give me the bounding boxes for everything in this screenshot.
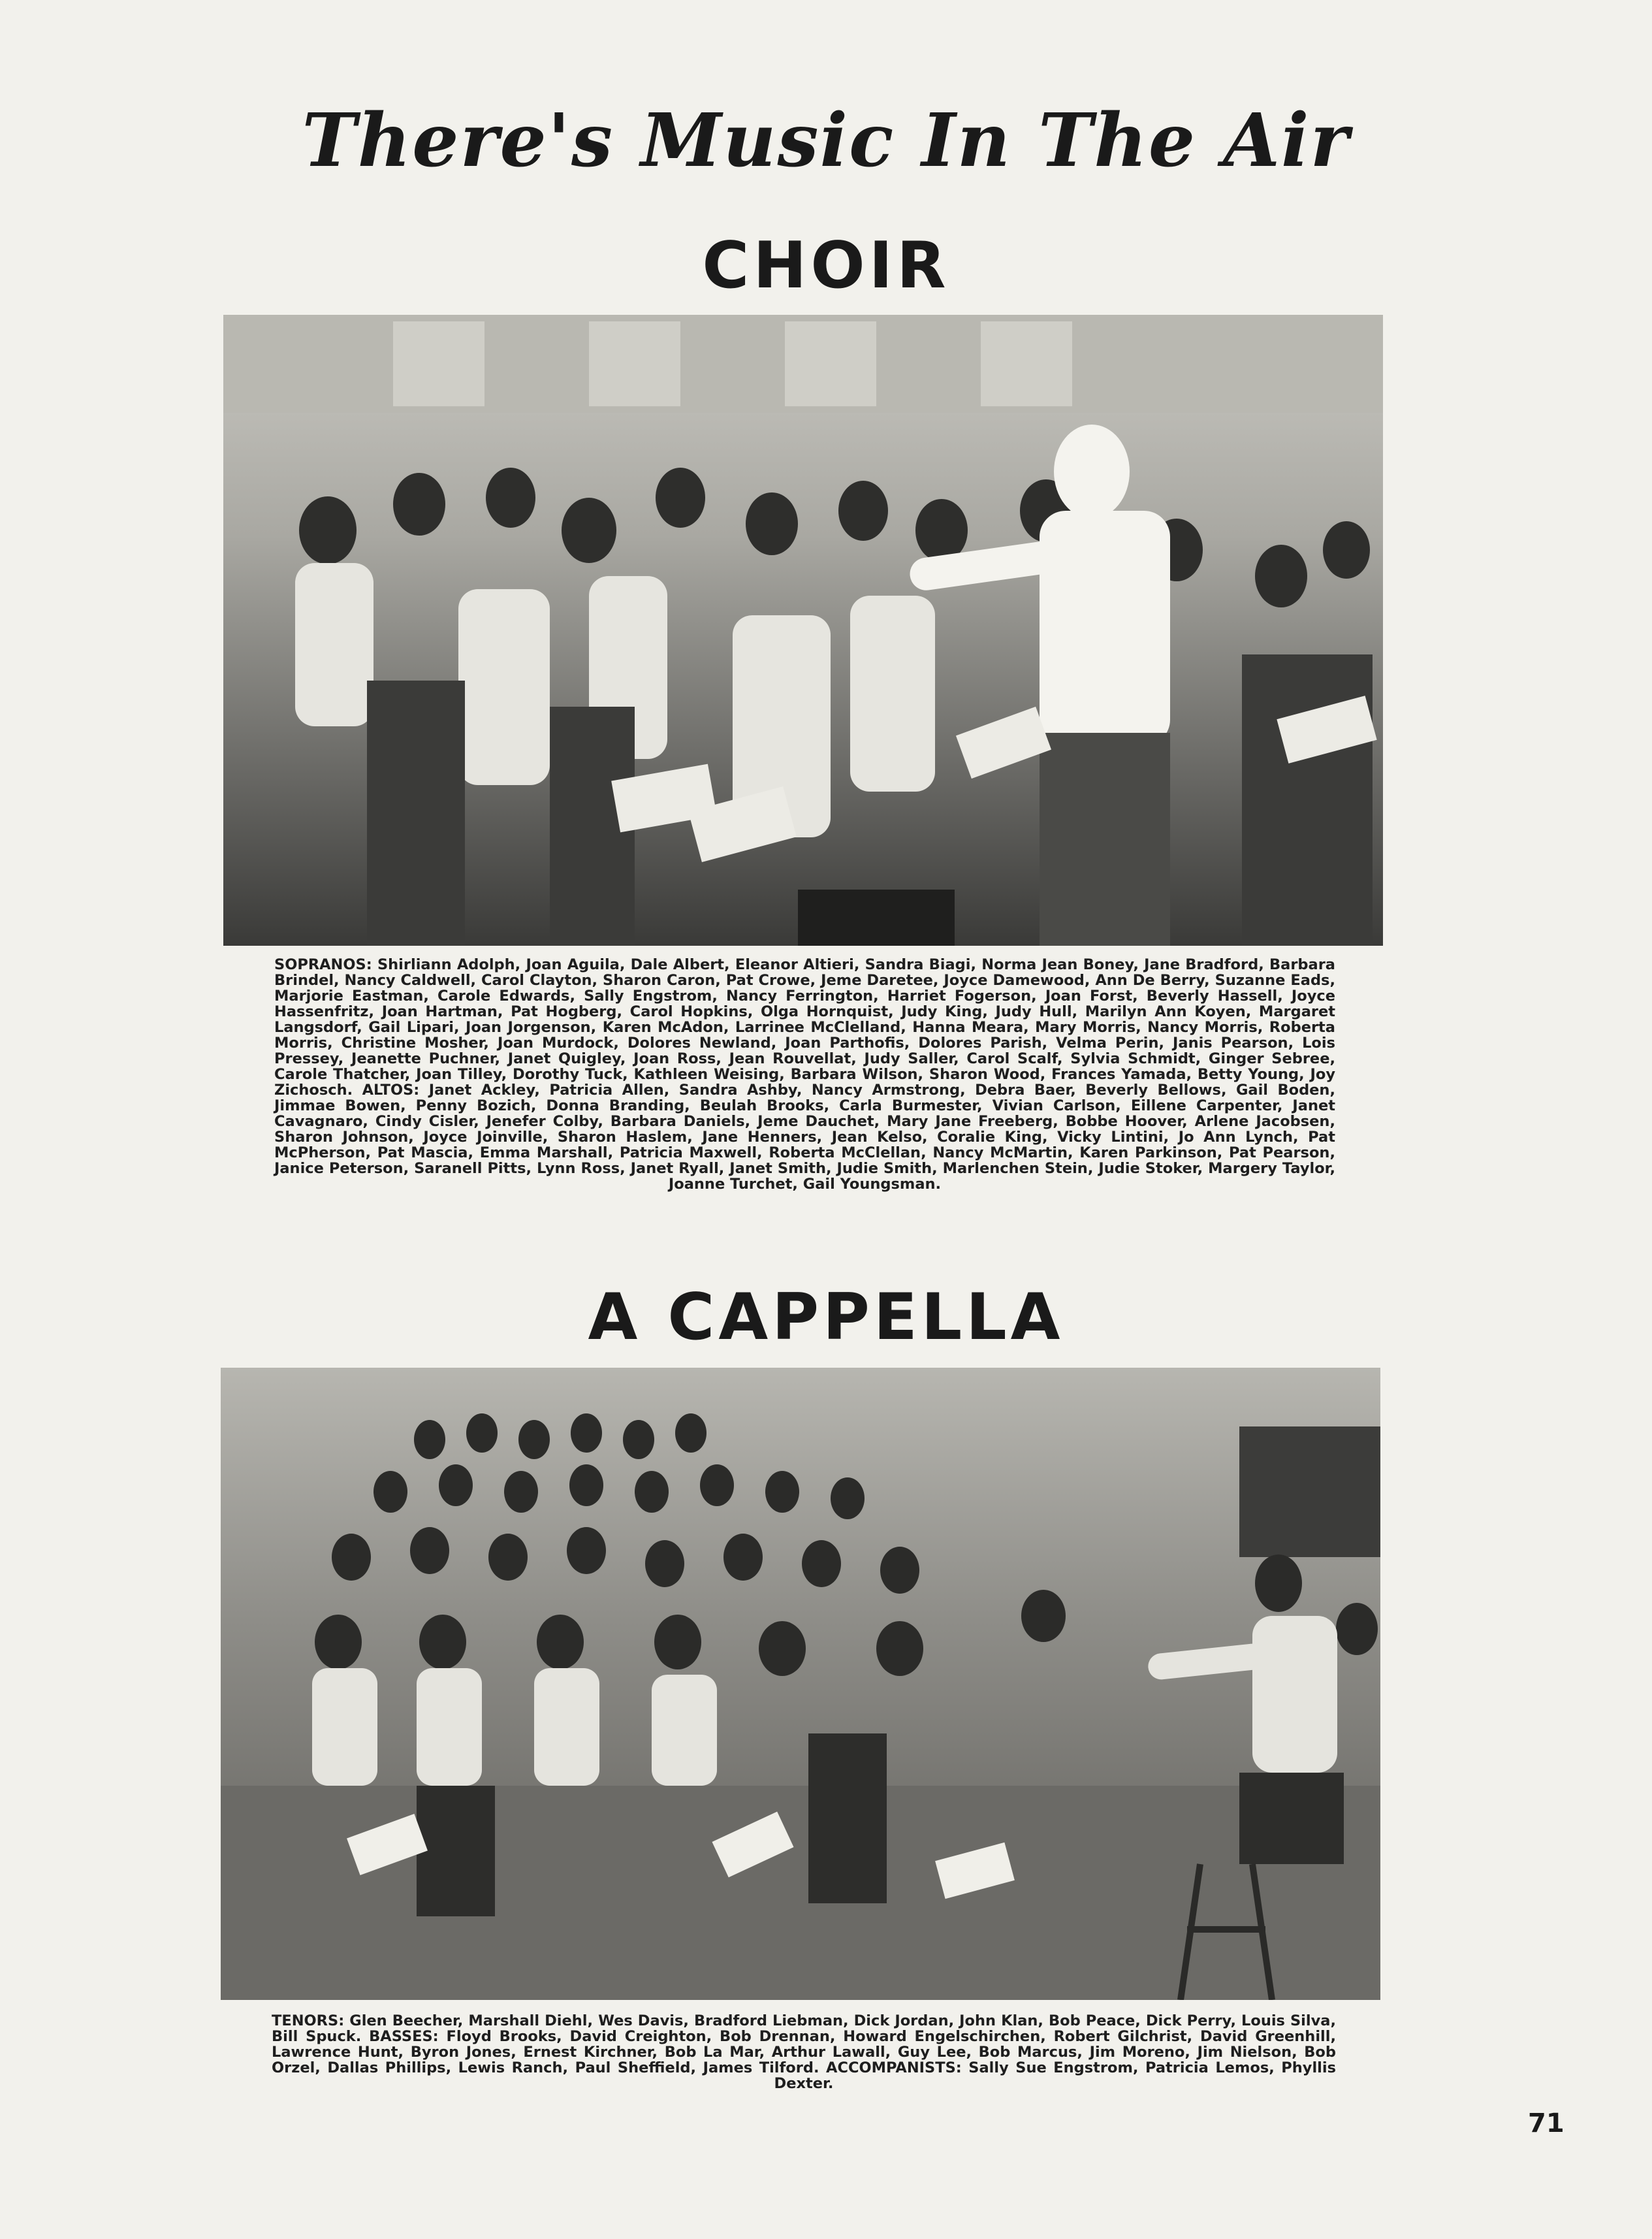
choir-photo-illustration	[223, 315, 1383, 946]
acappella-photo-illustration	[221, 1368, 1380, 2000]
page-script-title: There's Music In The Air	[302, 98, 1350, 184]
acappella-section-title: A CAPPELLA	[588, 1280, 1064, 1355]
acappella-roster: TENORS: Glen Beecher, Marshall Diehl, Wes Davis, Bradford Liebman, Dick Jordan, John Klan, Bob Peace, Dick Perry, Louis Silva, Bill Spuck. BASSES: Floyd Brooks, David Creighton, Bob Drennan, Howard Engelschirchen, Robert Gilchrist, David Greenhill, Lawrence Hunt, Byron Jones, Ernest Kirchner, Bob La Mar, Arthur Lawall, Guy Lee, Bob Marcus, Jim Moreno, Jim Nielson, Bob Orzel, Dallas Phillips, Lewis Ranch, Paul Sheffield, James Tilford. ACCOMPANISTS: Sally Sue Engstrom, Patricia Lemos, Phyllis Dexter.	[272, 2012, 1336, 2092]
acappella-photo	[221, 1368, 1380, 2000]
choir-section-title: CHOIR	[702, 229, 950, 303]
choir-roster: SOPRANOS: Shirliann Adolph, Joan Aguila, Dale Albert, Eleanor Altieri, Sandra Biagi, Norma Jean Boney, Jane Bradford, Barbara Brindel, Nancy Caldwell, Carol Clayton, Sharon Caron, Pat Crowe, Jeme Daretee, Joyce Damewood, Ann De Berry, Suzanne Eads, Marjorie Eastman, Carole Edwards, Sally Engstrom, Nancy Ferrington, Harriet Fogerson, Joan Forst, Beverly Hassell, Joyce Hassenfritz, Joan Hartman, Pat Hogberg, Carol Hopkins, Olga Hornquist, Judy King, Judy Hull, Marilyn Ann Koyen, Margaret Langsdorf, Gail Lipari, Joan Jorgenson, Karen McAdon, Larrinee McClelland, Hanna Meara, Mary Morris, Nancy Morris, Roberta Morris, Christine Mosher, Joan Murdock, Dolores Newland, Joan Parthofis, Dolores Parish, Velma Perin, Janis Pearson, Lois Pressey, Jeanette Puchner, Janet Quigley, Joan Ross, Jean Rouvellat, Judy Saller, Carol Scalf, Sylvia Schmidt, Ginger Sebree, Carole Thatcher, Joan Tilley, Dorothy Tuck, Kathleen Weising, Barbara Wilson, Sharon Wood, Frances Yamada, Betty Young, Joy Zichosch. ALTOS: Janet Ackley, Patricia Allen, Sandra Ashby, Nancy Armstrong, Debra Baer, Beverly Bellows, Gail Boden, Jimmae Bowen, Penny Bozich, Donna Branding, Beulah Brooks, Carla Burmester, Vivian Carlson, Eillene Carpenter, Janet Cavagnaro, Cindy Cisler, Jenefer Colby, Barbara Daniels, Jeme Dauchet, Mary Jane Freeberg, Bobbe Hoover, Arlene Jacobsen, Sharon Johnson, Joyce Joinville, Sharon Haslem, Jane Henners, Jean Kelso, Coralie King, Vicky Lintini, Jo Ann Lynch, Pat McPherson, Pat Mascia, Emma Marshall, Patricia Maxwell, Roberta McClellan, Nancy McMartin, Karen Parkinson, Pat Pearson, Janice Peterson, Saranell Pitts, Lynn Ross, Janet Ryall, Janet Smith, Judie Smith, Marlenchen Stein, Judie Stoker, Margery Taylor, Joanne Turchet, Gail Youngsman.	[274, 956, 1335, 1193]
page-number: 71	[1528, 2108, 1565, 2138]
choir-photo	[223, 315, 1383, 946]
